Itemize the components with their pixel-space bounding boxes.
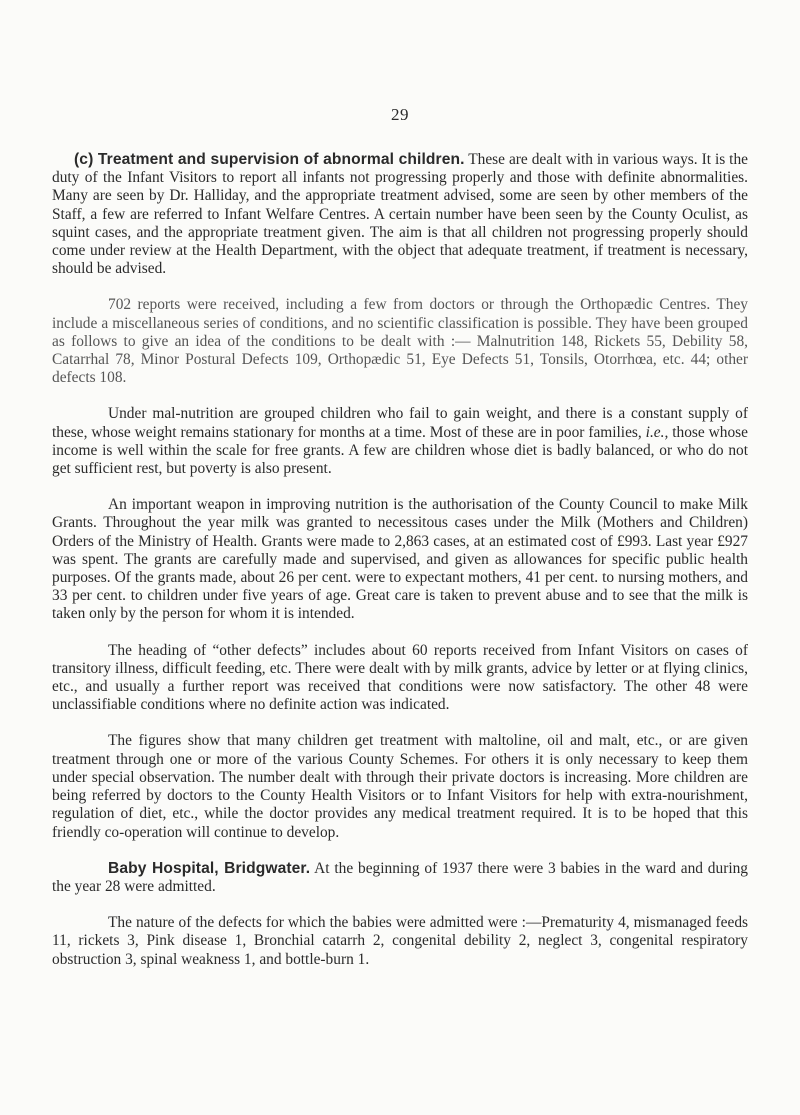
section-heading-baby-hospital: Baby Hospital, Bridgwater. [108, 859, 311, 877]
section-heading-treatment: (c) Treatment and supervision of abnormal children. [74, 151, 465, 168]
paragraph-milk-grants [52, 496, 748, 623]
paragraph-text: These are dealt with in various ways. It is the duty of the Infant Visitors to report all infants not progressing properly and those with definite abnormalities. Many are seen by Dr. Halliday, and the appropriate treatment advised, some are seen by other members of the Staff, a few are referred to Infant Welfare Centres. A certain number have been seen by the County Oculist, as squint cases, and the appropriate treatment given. The aim is that all children not progressing properly should come under review at the Health Department, with the object that adequate treatment, if treatment is necessary, should be advised. [52, 151, 748, 278]
paragraph-other-defects [52, 642, 748, 715]
paragraph-text: 702 reports were received, including a few from doctors or through the Orthopædic Centres. They include a miscellaneous series of conditions, and no scientific classification is possible. They have been grouped as follows to give an idea of the conditions to be dealt with :— Malnutrition 148, Rickets 55, Debility 58, Catarrhal 78, Minor Postural Defects 109, Orthopædic 51, Eye Defects 51, Tonsils, Otorrhœa, etc. 44; other defects 108. [52, 296, 748, 387]
paragraph-text: An important weapon in improving nutrition is the authorisation of the County Council to make Milk Grants. Throughout the year milk was granted to necessitous cases under the Milk (Mothers and Children) Orders of the Ministry of Health. Grants were made to 2,863 cases, at an estimated cost of £993. Last year £927 was spent. The grants are carefully made and supervised, and given as allowances for specific public health purposes. Of the grants made, about 26 per cent. were to expectant mothers, 41 per cent. to nursing mothers, and 33 per cent. to children under five years of age. Great care is taken to prevent abuse and to see that the milk is taken only by the person for whom it is intended. [52, 496, 748, 623]
paragraph-reports [52, 296, 748, 387]
paragraph-text: Under mal-nutrition are grouped children who fail to gain weight, and there is a constant supply of these, whose weight remains stationary for months at a time. Most of these are in poor families, [52, 405, 748, 441]
paragraph-malnutrition [52, 405, 748, 478]
paragraph-text: The heading of “other defects” includes about 60 reports received from Infant Visitors on cases of transitory illness, difficult feeding, etc. There were dealt with by milk grants, advice by letter or at flying clinics, etc., and usually a further report was received that conditions were now satisfactory. The other 48 were unclassifiable conditions where no definite action was indicated. [52, 641, 748, 714]
body-text [52, 151, 748, 987]
paragraph-baby-hospital [52, 860, 748, 896]
paragraph-figures [52, 732, 748, 841]
paragraph-text: The nature of the defects for which the babies were admitted were :—Prematurity 4, mismanaged feeds 11, rickets 3, Pink disease 1, Bronchial catarrh 2, congenital debility 2, neglect 3, congenital respiratory obstruction 3, spinal weakness 1, and bottle-burn 1. [52, 914, 748, 968]
paragraph-text: At the beginning of 1937 there were 3 babies in the ward and during the year 28 were admitted. [52, 859, 748, 895]
paragraph-text: those whose income is well within the scale for free grants. A few are children whose diet is badly balanced, or who do not get sufficient rest, but poverty is also present. [52, 423, 748, 478]
paragraph-text: The figures show that many children get treatment with maltoline, oil and malt, etc., or are given treatment through one or more of the various County Schemes. For others it is only necessary to keep them under special observation. The number dealt with through their private doctors is increasing. More children are being referred by doctors to the County Health Visitors or to Infant Visitors for help with extra-nourishment, regulation of diet, etc., while the doctor provides any medical treatment required. It is to be hoped that this friendly co-operation will continue to develop. [52, 732, 748, 841]
paragraph-italic-text: i.e., [645, 423, 669, 441]
page-number: 29 [391, 105, 409, 124]
paragraph-defects-admitted [52, 914, 748, 969]
paragraph-treatment-supervision [52, 151, 748, 278]
